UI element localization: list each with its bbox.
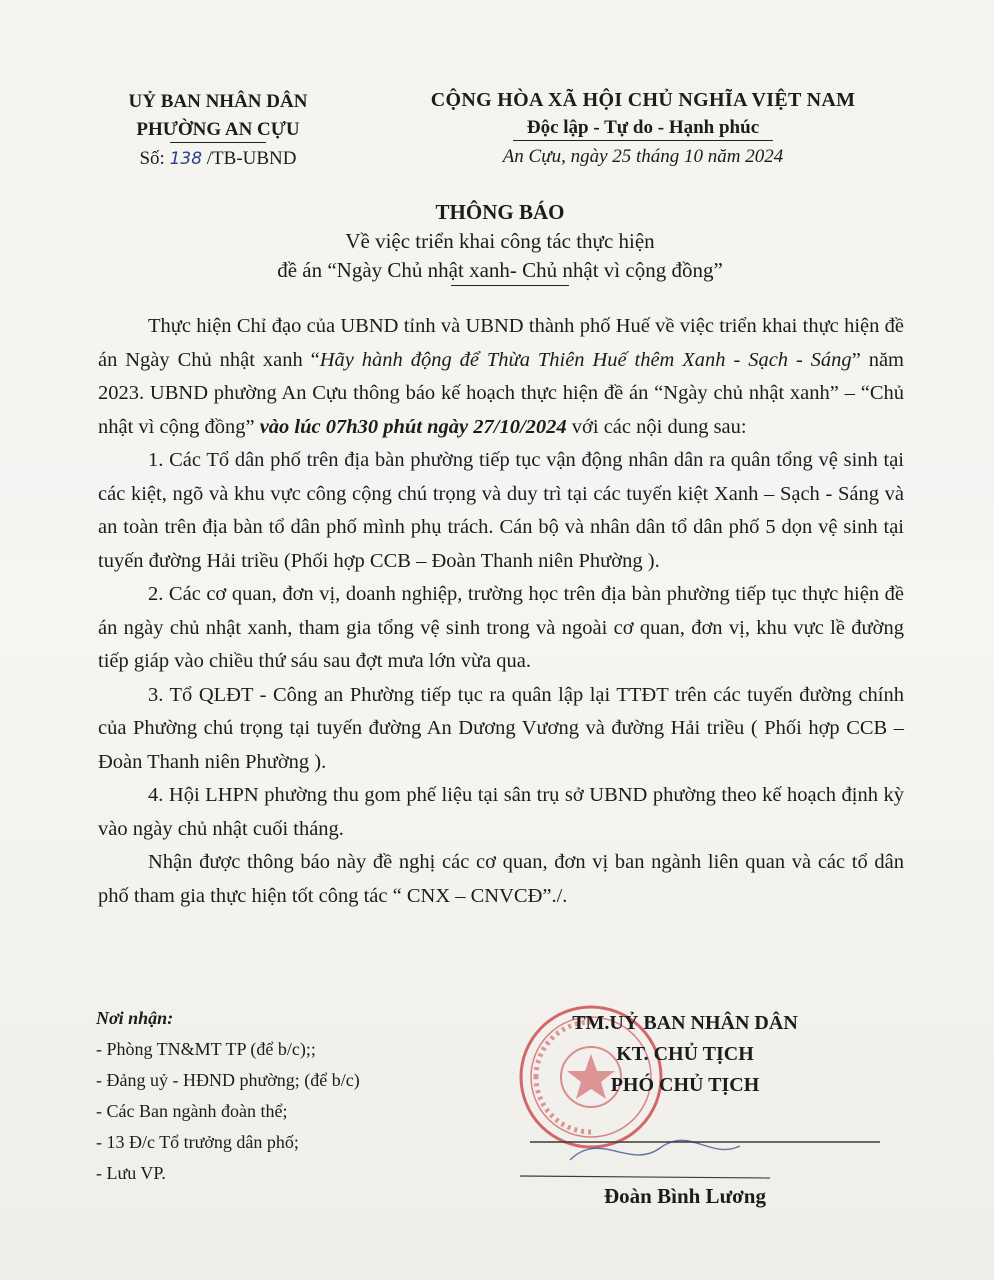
country-name: CỘNG HÒA XÃ HỘI CHỦ NGHĨA VIỆT NAM — [430, 89, 856, 111]
intro-time: vào lúc 07h30 phút ngày 27/10/2024 — [259, 415, 567, 438]
intro-paragraph — [98, 310, 904, 444]
signature-line3: PHÓ CHỦ TỊCH — [610, 1074, 760, 1096]
number-prefix: Số: — [139, 148, 165, 169]
handwritten-signature-icon — [510, 1120, 890, 1190]
national-motto: Độc lập - Tự do - Hạnh phúc — [526, 117, 760, 138]
authority-line2: PHƯỜNG AN CỰU — [136, 119, 300, 140]
recipients-label: Nơi nhận: — [96, 1008, 174, 1028]
notice-heading: THÔNG BÁO — [435, 200, 565, 224]
national-header-block — [408, 86, 878, 171]
number-handwritten: 138 — [169, 149, 203, 169]
notice-body — [98, 310, 904, 913]
recipients-block — [96, 1003, 496, 1189]
recipient-item: - Phòng TN&MT TP (để b/c);; — [96, 1039, 316, 1059]
recipient-item: - Các Ban ngành đoàn thể; — [96, 1101, 288, 1121]
notice-title-block — [150, 198, 850, 286]
item-3: 3. Tổ QLĐT - Công an Phường tiếp tục ra quân lập lại TTĐT trên các tuyến đường chính của Phường chú trọng tại tuyến đường An Dương Vương và đường Hải triều ( Phối hợp CCB – Đoàn Thanh niên Phường ). — [98, 683, 904, 773]
item-4: 4. Hội LHPN phường thu gom phế liệu tại sân trụ sở UBND phường theo kế hoạch định kỳ vào ngày chủ nhật cuối tháng. — [98, 784, 904, 840]
intro-text-2: ” năm 2023. UBND phường An Cựu thông báo kế hoạch thực hiện đề án “Ngày chủ nhật xanh” – “Chủ nhật vì cộng đồng” — [98, 348, 904, 438]
signature-line2: KT. CHỦ TỊCH — [616, 1043, 754, 1065]
intro-text-3: với các nội dung sau: — [566, 415, 747, 438]
item-1: 1. Các Tổ dân phố trên địa bàn phường tiếp tục vận động nhân dân ra quân tổng vệ sinh tại các kiệt, ngõ và khu vực công cộng chú trọng và duy trì tại các tuyến kiệt Xanh – Sạch - Sáng và an toàn trên địa bàn tổ dân phố mình phụ trách. Cán bộ và nhân dân tổ dân phố 5 dọn vệ sinh tại tuyến đường Hải triều (Phối hợp CCB – Đoàn Thanh niên Phường ). — [98, 449, 904, 572]
title-underline — [451, 285, 569, 286]
intro-text-1: Thực hiện Chỉ đạo của UBND tỉnh và UBND thành phố Huế về việc triển khai thực hiện đề án Ngày Chủ nhật xanh “ — [98, 315, 904, 371]
closing-paragraph: Nhận được thông báo này đề nghị các cơ quan, đơn vị ban ngành liên quan và các tổ dân phố tham gia thực hiện tốt công tác “ CNX – CNVCĐ”./. — [98, 851, 904, 907]
recipient-item: - Lưu VP. — [96, 1163, 166, 1183]
number-suffix: /TB-UBND — [206, 148, 297, 169]
recipient-item: - 13 Đ/c Tổ trưởng dân phố; — [96, 1132, 299, 1152]
recipient-item: - Đảng uỷ - HĐND phường; (để b/c) — [96, 1070, 360, 1090]
notice-subject-line2: đề án “Ngày Chủ nhật xanh- Chủ nhật vì cộng đồng” — [277, 258, 723, 282]
notice-subject-line1: Về việc triển khai công tác thực hiện — [345, 229, 655, 253]
document-number — [98, 145, 338, 173]
authority-line1: UỶ BAN NHÂN DÂN — [128, 91, 308, 112]
signature-block — [520, 1008, 850, 1101]
intro-slogan: Hãy hành động để Thừa Thiên Huế thêm Xanh - Sạch - Sáng — [319, 348, 852, 371]
issuing-authority-block — [98, 88, 338, 173]
item-2: 2. Các cơ quan, đơn vị, doanh nghiệp, trường học trên địa bàn phường tiếp tục thực hiện đề án ngày chủ nhật xanh, tham gia tổng vệ sinh trong và ngoài cơ quan, đơn vị, khu vực lề đường tiếp giáp vào chiều thứ sáu sau đợt mưa lớn vừa qua. — [98, 583, 904, 672]
signer-name: Đoàn Bình Lương — [604, 1184, 766, 1208]
place-date: An Cựu, ngày 25 tháng 10 năm 2024 — [502, 146, 784, 167]
signature-line1: TM.UỶ BAN NHÂN DÂN — [572, 1012, 798, 1034]
